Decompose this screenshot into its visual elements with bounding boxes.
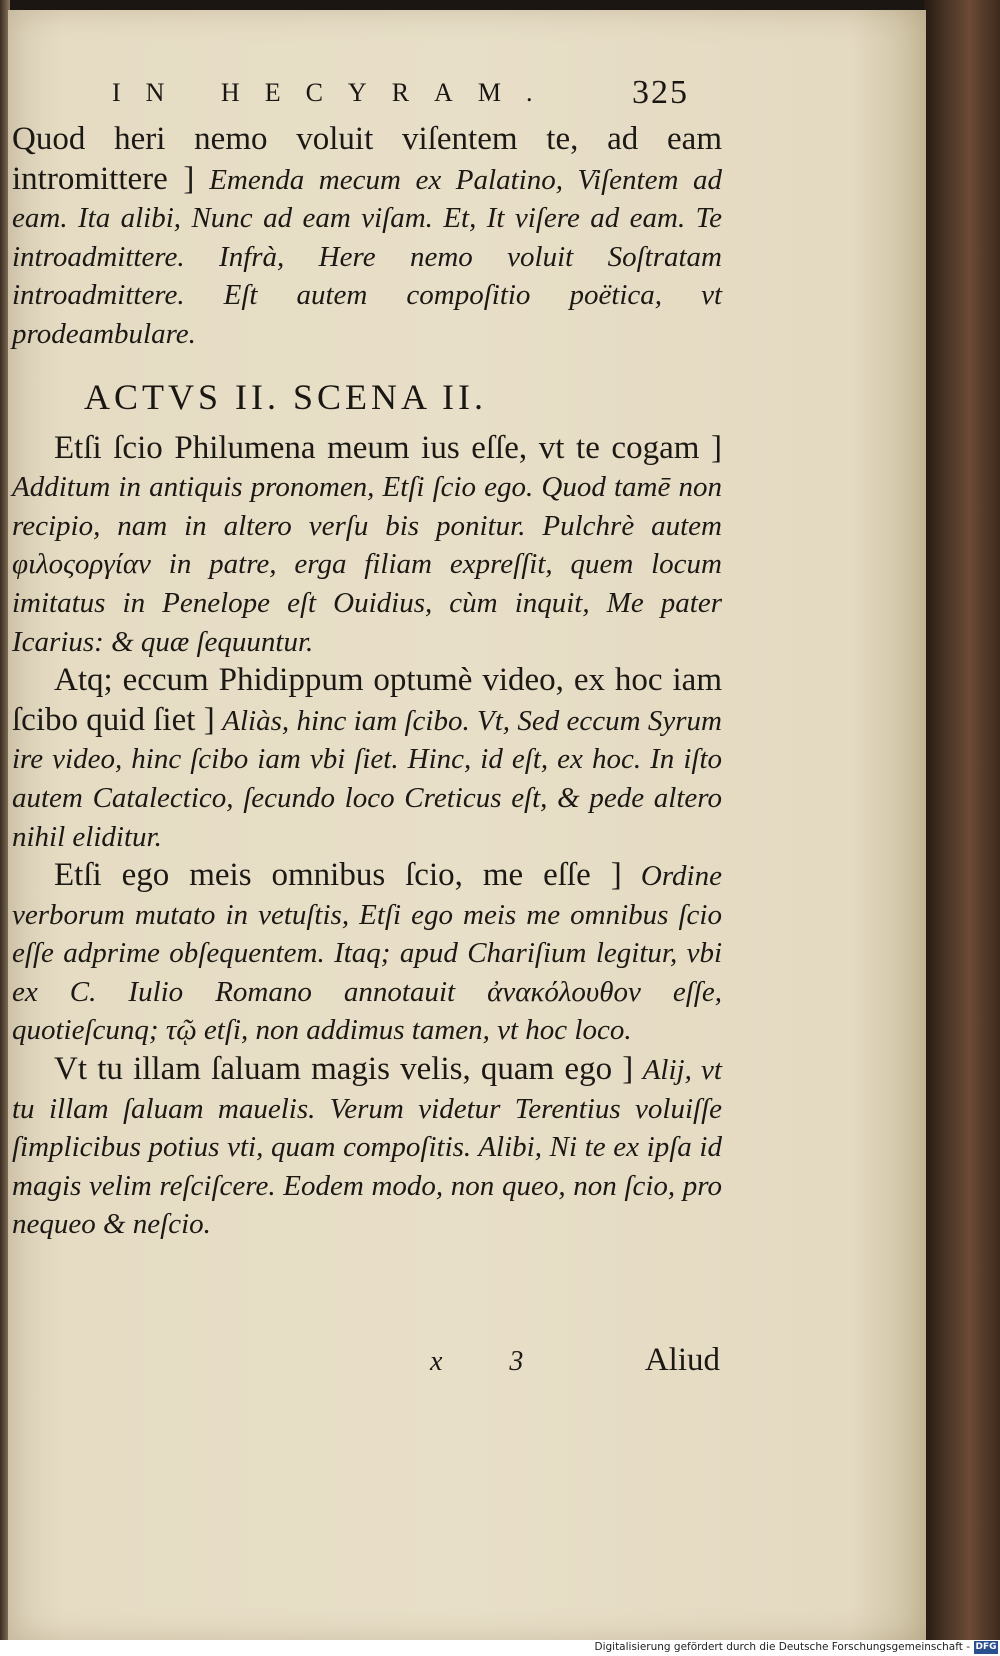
commentary-paragraph bbox=[12, 856, 722, 1050]
commentary-body bbox=[12, 120, 722, 1244]
lemma-text: Atq; eccum Phidippum optumè video, ex hoc iam ſcibo quid ſiet ] bbox=[12, 662, 722, 738]
dfg-logo: DFG bbox=[975, 1642, 997, 1652]
lemma-text: Vt tu illam ſaluam magis velis, quam ego ] bbox=[54, 1051, 634, 1088]
commentary-text: Additum in antiquis pronomen, Etſi ſcio ego. Quod tamē non recipio, nam in altero verſu bis ponitur. Pulchrè autem φιλοςοργίαν in patre, erga filiam expreſſit, quem locum imitatus in Penelope eſt Ouidius, cùm inquit, Me pater Icarius: & quæ ſequuntur. bbox=[12, 471, 722, 658]
lemma-text: Etſi ego meis omnibus ſcio, me eſſe ] bbox=[54, 857, 622, 894]
commentary-text: Aliàs, hinc iam ſcibo. Vt, Sed eccum Syrum ire video, hinc ſcibo iam vbi ſiet. Hinc, id eſt, ex hoc. In iſto autem Catalectico, ſecundo loco Creticus eſt, & pede altero nihil eliditur. bbox=[12, 704, 722, 853]
scene-heading: ACTVS II. SCENA II. bbox=[84, 376, 488, 417]
commentary-text: Ordine verborum mutato in vetuſtis, Etſi ego meis me omnibus ſcio eſſe adprime obſequentem. Itaq; apud Chariſium legitur, vbi ex C. Iulio Romano annotauit ἀνακόλουθον eſſe, quotieſcunq; τῷ etſi, non addimus tamen, vt hoc loco. bbox=[12, 860, 722, 1047]
lemma-text: Quod heri nemo voluit viſentem te, ad eam intromittere ] bbox=[12, 121, 722, 197]
commentary-paragraph bbox=[12, 1050, 722, 1244]
commentary-text: Emenda mecum ex Palatino, Viſentem ad eam. Ita alibi, Nunc ad eam viſam. Et, It viſere ad eam. Te introadmittere. Infrà, Here nemo voluit Soſtratam introadmittere. Eſt autem compoſitio poëtica, vt prodeambulare. bbox=[12, 163, 723, 350]
commentary-paragraph bbox=[12, 120, 722, 354]
commentary-paragraph bbox=[12, 661, 722, 856]
page-number: 325 bbox=[632, 74, 689, 111]
catchword: Aliud bbox=[644, 1342, 720, 1378]
lemma-text: Etſi ſcio Philumena meum ius eſſe, vt te cogam ] bbox=[54, 429, 722, 466]
digitization-credit: Digitalisierung gefördert durch die Deutsche Forschungsgemeinschaft - bbox=[594, 1641, 970, 1653]
commentary-paragraph bbox=[12, 429, 722, 662]
book-cover-edge bbox=[924, 0, 1000, 1640]
commentary-text: Alij, vt tu illam ſaluam mauelis. Verum videtur Terentius voluiſſe ſimplicibus potius vti, quam compoſitis. Alibi, Ni te ex ipſa id magis velim reſciſcere. Eodem modo, non queo, non ſcio, pro nequeo & neſcio. bbox=[12, 1054, 722, 1241]
signature-mark: x 3 bbox=[430, 1346, 554, 1377]
running-head: IN HECYRAM. bbox=[112, 78, 558, 107]
page-footer bbox=[12, 1342, 722, 1386]
